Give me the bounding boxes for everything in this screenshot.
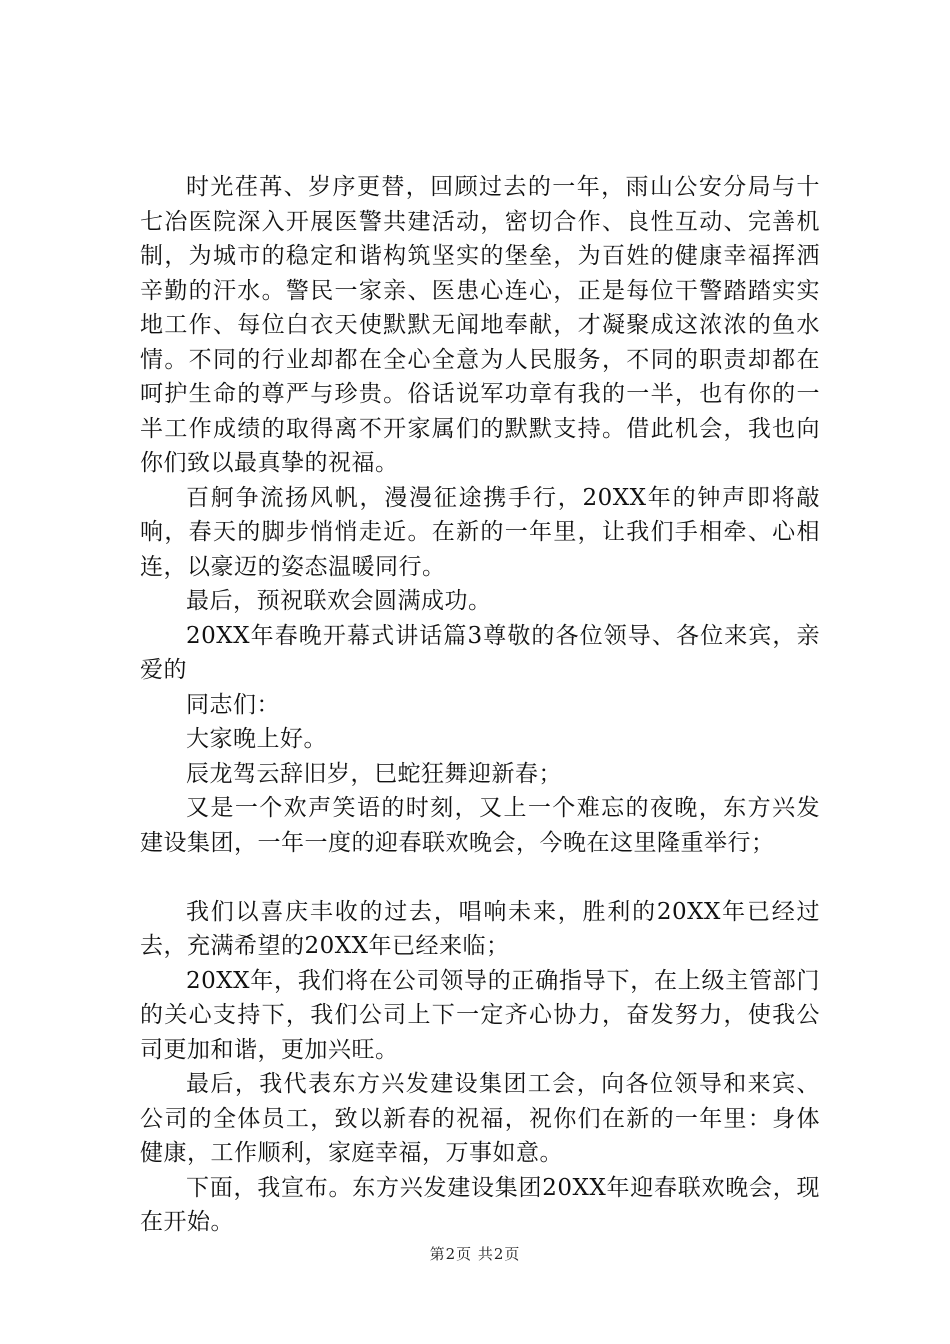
paragraph-retrospective: 时光荏苒、岁序更替，回顾过去的一年，雨山公安分局与十七冶医院深入开展医警共建活动，密切合作、良性互动、完善机制，为城市的稳定和谐构筑坚实的堡垒，为百姓的健康幸福挥洒辛勤的汗水。警民一家亲、医患心连心，正是每位干警踏踏实实地工作、每位白衣天使默默无闻地奉献，才凝聚成这浓浓的鱼水情。不同的行业却都在全心全意为人民服务，不同的职责却都在呵护生命的尊严与珍贵。俗话说军功章有我的一半，也有你的一半工作成绩的取得离不开家属们的默默支持。借此机会，我也向你们致以最真挚的祝福。 xyxy=(140,174,820,476)
paragraph-gala-opening: 又是一个欢声笑语的时刻，又上一个难忘的夜晚，东方兴发建设集团，一年一度的迎春联欢晚会，今晚在这里隆重举行； xyxy=(140,795,820,856)
page-number-footer: 第2页 共2页 xyxy=(429,1245,521,1263)
paragraph-past-future: 我们以喜庆丰收的过去，唱响未来，胜利的20XX年已经过去，充满希望的20XX年已经来临； xyxy=(140,898,820,959)
paragraph-announcement: 下面，我宣布。东方兴发建设集团20XX年迎春联欢晚会，现在开始。 xyxy=(140,1174,820,1235)
paragraph-salutation: 同志们： xyxy=(186,691,280,718)
paragraph-closing-wish: 最后，预祝联欢会圆满成功。 xyxy=(186,588,492,614)
document-body xyxy=(140,170,820,1240)
paragraph-greeting: 大家晚上好。 xyxy=(186,726,327,752)
paragraph-blessing: 最后，我代表东方兴发建设集团工会，向各位领导和来宾、公司的全体员工，致以新春的祝福，祝你们在新的一年里：身体健康，工作顺利，家庭幸福，万事如意。 xyxy=(140,1071,820,1166)
paragraph-couplet: 辰龙驾云辞旧岁，巳蛇狂舞迎新春； xyxy=(186,760,562,787)
paragraph-company-plan: 20XX年，我们将在公司领导的正确指导下，在上级主管部门的关心支持下，我们公司上下一定齐心协力，奋发努力，使我公司更加和谐，更加兴旺。 xyxy=(140,967,820,1063)
paragraph-new-year-wish: 百舸争流扬风帆，漫漫征途携手行，20XX年的钟声即将敲响，春天的脚步悄悄走近。在新的一年里，让我们手相牵、心相连，以豪迈的姿态温暖同行。 xyxy=(140,484,820,580)
paragraph-spacer xyxy=(140,860,820,895)
paragraph-speech-title: 20XX年春晚开幕式讲话篇3尊敬的各位领导、各位来宾，亲爱的 xyxy=(140,622,820,683)
